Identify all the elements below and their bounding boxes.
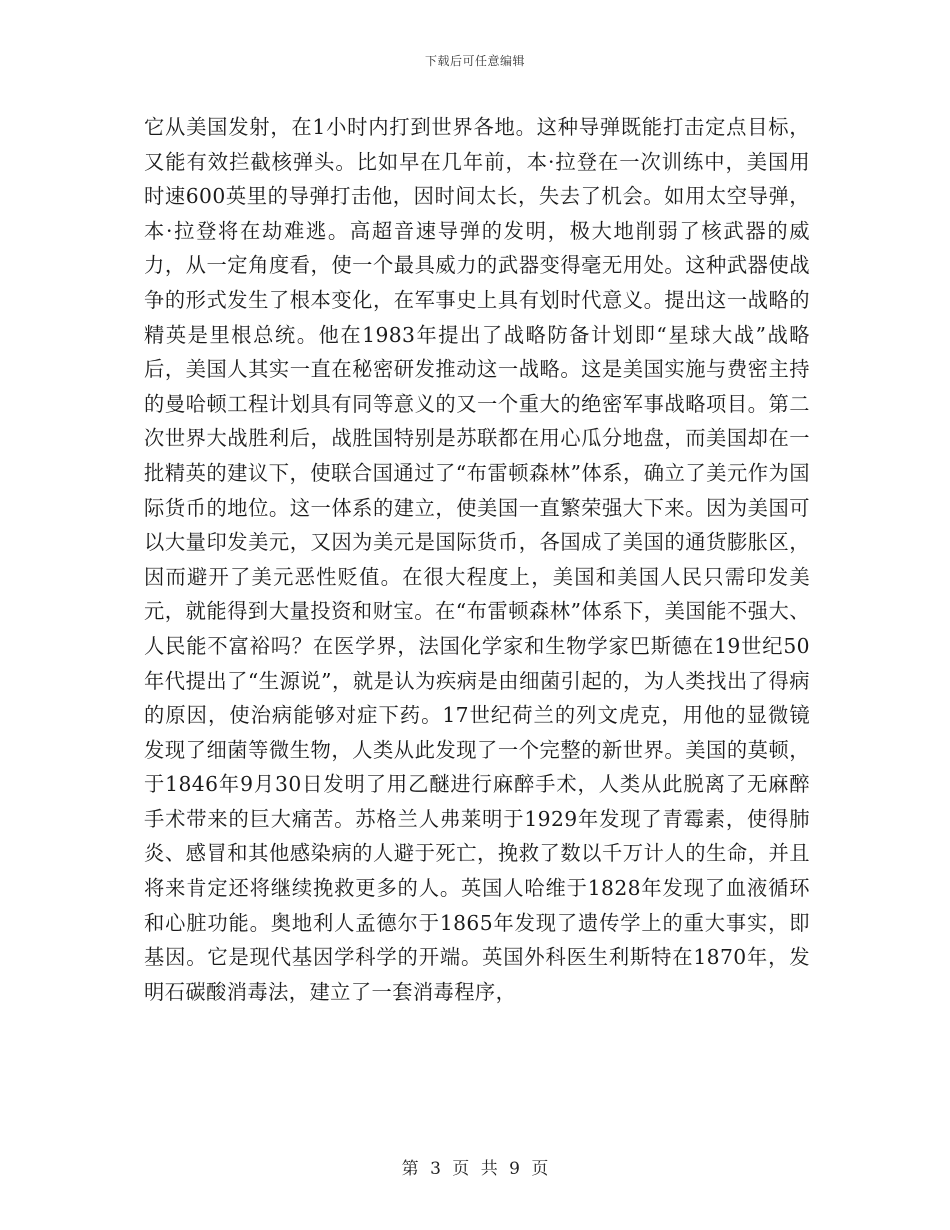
page-header-note: 下载后可任意编辑 [424,54,525,68]
page-number-footer: 第 3 页 共 9 页 [401,1159,549,1179]
body-paragraph: 它从美国发射，在1小时内打到世界各地。这种导弹既能打击定点目标，又能有效拦截核弹头。比如早在几年前，本·拉登在一次训练中，美国用时速600英里的导弹打击他，因时间太长，失去了机会。如用太空导弹，本·拉登将在劫难逃。高超音速导弹的发明，极大地削弱了核武器的威力，从一定角度看，使一个最具威力的武器变得毫无用处。这种武器使战争的形式发生了根本变化，在军事史上具有划时代意义。提出这一战略的精英是里根总统。他在1983年提出了战略防备计划即“星球大战”战略后，美国人其实一直在秘密研发推动这一战略。这是美国实施与费密主持的曼哈顿工程计划具有同等意义的又一个重大的绝密军事战略项目。第二次世界大战胜利后，战胜国特别是苏联都在用心瓜分地盘，而美国却在一批精英的建议下，使联合国通过了“布雷顿森林”体系，确立了美元作为国际货币的地位。这一体系的建立，使美国一直繁荣强大下来。因为美国可以大量印发美元，又因为美元是国际货币，各国成了美国的通货膨胀区，因而避开了美元恶性贬值。在很大程度上，美国和美国人民只需印发美元，就能得到大量投资和财宝。在“布雷顿森林”体系下，美国能不强大、人民能不富裕吗？在医学界，法国化学家和生物学家巴斯德在19世纪50年代提出了“生源说”，就是认为疾病是由细菌引起的，为人类找出了得病的原因，使治病能够对症下药。17世纪荷兰的列文虎克，用他的显微镜发现了细菌等微生物，人类从此发现了一个完整的新世界。美国的莫顿，于1846年9月30日发明了用乙醚进行麻醉手术，人类从此脱离了无麻醉手术带来的巨大痛苦。苏格兰人弗莱明于1929年发现了青霉素，使得肺炎、感冒和其他感染病的人避于死亡，挽救了数以千万计人的生命，并且将来肯定还将继续挽救更多的人。英国人哈维于1828年发现了血液循环和心脏功能。奥地利人孟德尔于1865年发现了遗传学上的重大事实，即基因。它是现代基因学科学的开端。英国外科医生利斯特在1870年，发明石碳酸消毒法，建立了一套消毒程序， [144,115,810,1004]
